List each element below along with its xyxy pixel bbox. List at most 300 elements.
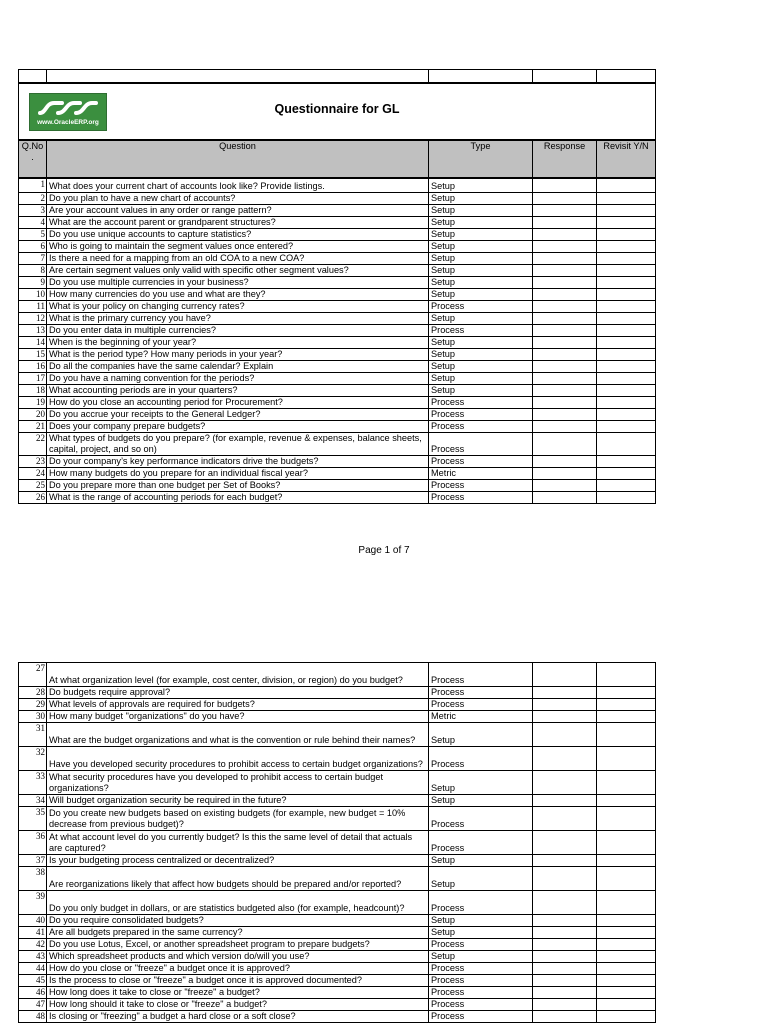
question-rows-page1 xyxy=(19,178,656,503)
question-number: 27 xyxy=(19,663,47,687)
question-text: Do budgets require approval? xyxy=(47,687,429,699)
question-type: Process xyxy=(429,408,533,420)
question-type: Process xyxy=(429,699,533,711)
revisit-cell[interactable] xyxy=(597,288,656,300)
question-number: 39 xyxy=(19,891,47,915)
table-row xyxy=(19,723,656,747)
question-type: Setup xyxy=(429,951,533,963)
question-type: Setup xyxy=(429,723,533,747)
table-row xyxy=(19,216,656,228)
revisit-cell[interactable] xyxy=(597,228,656,240)
response-cell[interactable] xyxy=(533,192,597,204)
question-text: At what account level do you currently budget? Is this the same level of detail that actuals are captured? xyxy=(47,831,429,855)
question-type: Process xyxy=(429,479,533,491)
question-number: 17 xyxy=(19,372,47,384)
question-number: 29 xyxy=(19,699,47,711)
question-number: 40 xyxy=(19,915,47,927)
question-type: Setup xyxy=(429,867,533,891)
question-type: Setup xyxy=(429,336,533,348)
question-type: Setup xyxy=(429,795,533,807)
question-text: What is the range of accounting periods for each budget? xyxy=(47,491,429,503)
header-response: Response xyxy=(533,140,597,178)
table-row xyxy=(19,300,656,312)
table-row xyxy=(19,963,656,975)
question-number: 4 xyxy=(19,216,47,228)
questionnaire-sheet-page2 xyxy=(18,662,656,1023)
table-row xyxy=(19,408,656,420)
cell[interactable] xyxy=(19,70,47,84)
question-text: When is the beginning of your year? xyxy=(47,336,429,348)
table-row xyxy=(19,360,656,372)
revisit-cell[interactable] xyxy=(597,699,656,711)
response-cell[interactable] xyxy=(533,999,597,1011)
revisit-cell[interactable] xyxy=(597,420,656,432)
revisit-cell[interactable] xyxy=(597,975,656,987)
table-row xyxy=(19,711,656,723)
table-row xyxy=(19,855,656,867)
question-number: 44 xyxy=(19,963,47,975)
response-cell[interactable] xyxy=(533,747,597,771)
question-number: 34 xyxy=(19,795,47,807)
revisit-cell[interactable] xyxy=(597,1011,656,1023)
response-cell[interactable] xyxy=(533,711,597,723)
table-row xyxy=(19,384,656,396)
question-type: Setup xyxy=(429,264,533,276)
questionnaire-sheet-page1 xyxy=(18,69,656,504)
question-number: 8 xyxy=(19,264,47,276)
logo-url-text: www.OracleERP.org xyxy=(37,119,99,126)
question-text: What accounting periods are in your quarters? xyxy=(47,384,429,396)
response-cell[interactable] xyxy=(533,384,597,396)
question-type: Process xyxy=(429,687,533,699)
revisit-cell[interactable] xyxy=(597,855,656,867)
table-row xyxy=(19,1011,656,1023)
question-number: 1 xyxy=(19,178,47,192)
question-number: 31 xyxy=(19,723,47,747)
question-text: Do you use multiple currencies in your business? xyxy=(47,276,429,288)
question-type: Process xyxy=(429,831,533,855)
revisit-cell[interactable] xyxy=(597,663,656,687)
question-type: Process xyxy=(429,963,533,975)
header-revisit: Revisit Y/N xyxy=(597,140,656,178)
response-cell[interactable] xyxy=(533,204,597,216)
response-cell[interactable] xyxy=(533,771,597,795)
response-cell[interactable] xyxy=(533,491,597,503)
response-cell[interactable] xyxy=(533,324,597,336)
table-row xyxy=(19,204,656,216)
response-cell[interactable] xyxy=(533,795,597,807)
response-cell[interactable] xyxy=(533,276,597,288)
revisit-cell[interactable] xyxy=(597,312,656,324)
question-text: What are the budget organizations and what is the convention or rule behind their names? xyxy=(47,723,429,747)
question-number: 24 xyxy=(19,467,47,479)
question-number: 20 xyxy=(19,408,47,420)
cell[interactable] xyxy=(429,70,533,84)
question-text: What are the account parent or grandparent structures? xyxy=(47,216,429,228)
table-row xyxy=(19,927,656,939)
question-number: 2 xyxy=(19,192,47,204)
page-number: Page 1 of 7 xyxy=(358,545,410,556)
response-cell[interactable] xyxy=(533,915,597,927)
question-type: Setup xyxy=(429,927,533,939)
revisit-cell[interactable] xyxy=(597,384,656,396)
revisit-cell[interactable] xyxy=(597,939,656,951)
cell[interactable] xyxy=(47,70,429,84)
table-row xyxy=(19,915,656,927)
revisit-cell[interactable] xyxy=(597,491,656,503)
question-type: Setup xyxy=(429,204,533,216)
table-row xyxy=(19,663,656,687)
question-text: Will budget organization security be required in the future? xyxy=(47,795,429,807)
page-title: Questionnaire for GL xyxy=(274,102,400,116)
table-row xyxy=(19,420,656,432)
response-cell[interactable] xyxy=(533,216,597,228)
question-type: Metric xyxy=(429,467,533,479)
question-type: Process xyxy=(429,891,533,915)
question-text: What levels of approvals are required for budgets? xyxy=(47,699,429,711)
response-cell[interactable] xyxy=(533,228,597,240)
header-question: Question xyxy=(47,140,429,178)
response-cell[interactable] xyxy=(533,178,597,192)
revisit-cell[interactable] xyxy=(597,891,656,915)
question-type: Setup xyxy=(429,915,533,927)
question-type: Metric xyxy=(429,711,533,723)
question-text: How many budgets do you prepare for an individual fiscal year? xyxy=(47,467,429,479)
response-cell[interactable] xyxy=(533,479,597,491)
response-cell[interactable] xyxy=(533,1011,597,1023)
response-cell[interactable] xyxy=(533,807,597,831)
question-text: Who is going to maintain the segment values once entered? xyxy=(47,240,429,252)
question-type: Setup xyxy=(429,360,533,372)
response-cell[interactable] xyxy=(533,264,597,276)
question-number: 35 xyxy=(19,807,47,831)
question-text: Is closing or "freezing" a budget a hard close or a soft close? xyxy=(47,1011,429,1023)
title-row xyxy=(19,83,656,140)
revisit-cell[interactable] xyxy=(597,396,656,408)
table-row xyxy=(19,747,656,771)
table-row xyxy=(19,324,656,336)
revisit-cell[interactable] xyxy=(597,723,656,747)
response-cell[interactable] xyxy=(533,687,597,699)
question-number: 36 xyxy=(19,831,47,855)
table-row xyxy=(19,276,656,288)
question-type: Process xyxy=(429,396,533,408)
header-qno: Q.No . xyxy=(19,140,47,178)
question-type: Setup xyxy=(429,771,533,795)
response-cell[interactable] xyxy=(533,348,597,360)
revisit-cell[interactable] xyxy=(597,747,656,771)
question-type: Setup xyxy=(429,228,533,240)
question-number: 37 xyxy=(19,855,47,867)
question-text: Do you accrue your receipts to the General Ledger? xyxy=(47,408,429,420)
question-text: What does your current chart of accounts look like? Provide listings. xyxy=(47,178,429,192)
response-cell[interactable] xyxy=(533,372,597,384)
question-text: Do you have a naming convention for the periods? xyxy=(47,372,429,384)
question-text: How long should it take to close or "freeze" a budget? xyxy=(47,999,429,1011)
question-text: How many budget "organizations" do you have? xyxy=(47,711,429,723)
question-text: At what organization level (for example, cost center, division, or region) do you budget? xyxy=(47,663,429,687)
header-row xyxy=(19,140,656,178)
table-row xyxy=(19,939,656,951)
question-text: Do you require consolidated budgets? xyxy=(47,915,429,927)
revisit-cell[interactable] xyxy=(597,479,656,491)
question-text: Do you enter data in multiple currencies? xyxy=(47,324,429,336)
question-type: Process xyxy=(429,807,533,831)
response-cell[interactable] xyxy=(533,396,597,408)
table-row xyxy=(19,467,656,479)
revisit-cell[interactable] xyxy=(597,831,656,855)
revisit-cell[interactable] xyxy=(597,432,656,455)
table-row xyxy=(19,687,656,699)
response-cell[interactable] xyxy=(533,360,597,372)
revisit-cell[interactable] xyxy=(597,455,656,467)
question-number: 9 xyxy=(19,276,47,288)
table-row xyxy=(19,831,656,855)
revisit-cell[interactable] xyxy=(597,204,656,216)
response-cell[interactable] xyxy=(533,252,597,264)
question-number: 22 xyxy=(19,432,47,455)
question-text: How long does it take to close or "freeze" a budget? xyxy=(47,987,429,999)
question-number: 23 xyxy=(19,455,47,467)
question-text: Do you only budget in dollars, or are statistics budgeted also (for example, headcount)? xyxy=(47,891,429,915)
table-row xyxy=(19,178,656,192)
revisit-cell[interactable] xyxy=(597,687,656,699)
revisit-cell[interactable] xyxy=(597,360,656,372)
question-number: 33 xyxy=(19,771,47,795)
question-type: Process xyxy=(429,1011,533,1023)
question-type: Setup xyxy=(429,855,533,867)
revisit-cell[interactable] xyxy=(597,927,656,939)
question-text: How many currencies do you use and what are they? xyxy=(47,288,429,300)
cell[interactable] xyxy=(597,70,656,84)
question-type: Setup xyxy=(429,240,533,252)
question-text: What security procedures have you developed to prohibit access to certain budget organizations? xyxy=(47,771,429,795)
revisit-cell[interactable] xyxy=(597,963,656,975)
question-number: 48 xyxy=(19,1011,47,1023)
revisit-cell[interactable] xyxy=(597,178,656,192)
response-cell[interactable] xyxy=(533,336,597,348)
question-type: Setup xyxy=(429,384,533,396)
response-cell[interactable] xyxy=(533,927,597,939)
response-cell[interactable] xyxy=(533,831,597,855)
question-type: Setup xyxy=(429,372,533,384)
question-text: Do you plan to have a new chart of accounts? xyxy=(47,192,429,204)
question-number: 43 xyxy=(19,951,47,963)
revisit-cell[interactable] xyxy=(597,867,656,891)
question-type: Process xyxy=(429,455,533,467)
question-type: Process xyxy=(429,491,533,503)
question-text: What types of budgets do you prepare? (for example, revenue & expenses, balance sheets, capital, project, and so on) xyxy=(47,432,429,455)
table-row xyxy=(19,807,656,831)
table-row xyxy=(19,432,656,455)
title-cell xyxy=(19,83,656,140)
question-number: 7 xyxy=(19,252,47,264)
revisit-cell[interactable] xyxy=(597,324,656,336)
question-text: Does your company prepare budgets? xyxy=(47,420,429,432)
table-row xyxy=(19,252,656,264)
question-text: Is there a need for a mapping from an old COA to a new COA? xyxy=(47,252,429,264)
question-type: Process xyxy=(429,987,533,999)
question-text: What is your policy on changing currency rates? xyxy=(47,300,429,312)
revisit-cell[interactable] xyxy=(597,408,656,420)
question-text: What is the primary currency you have? xyxy=(47,312,429,324)
revisit-cell[interactable] xyxy=(597,276,656,288)
revisit-cell[interactable] xyxy=(597,951,656,963)
revisit-cell[interactable] xyxy=(597,372,656,384)
spacer-row xyxy=(19,70,656,84)
table-row xyxy=(19,228,656,240)
question-type: Setup xyxy=(429,348,533,360)
question-type: Process xyxy=(429,999,533,1011)
table-row xyxy=(19,455,656,467)
table-row xyxy=(19,987,656,999)
response-cell[interactable] xyxy=(533,951,597,963)
revisit-cell[interactable] xyxy=(597,240,656,252)
question-text: How do you close an accounting period for Procurement? xyxy=(47,396,429,408)
question-type: Process xyxy=(429,324,533,336)
response-cell[interactable] xyxy=(533,300,597,312)
response-cell[interactable] xyxy=(533,288,597,300)
cell[interactable] xyxy=(533,70,597,84)
question-type: Process xyxy=(429,939,533,951)
response-cell[interactable] xyxy=(533,699,597,711)
question-number: 10 xyxy=(19,288,47,300)
table-row xyxy=(19,867,656,891)
question-text: Are all budgets prepared in the same currency? xyxy=(47,927,429,939)
question-type: Setup xyxy=(429,288,533,300)
question-number: 45 xyxy=(19,975,47,987)
question-number: 41 xyxy=(19,927,47,939)
question-type: Setup xyxy=(429,252,533,264)
question-text: Are certain segment values only valid with specific other segment values? xyxy=(47,264,429,276)
revisit-cell[interactable] xyxy=(597,987,656,999)
table-row xyxy=(19,795,656,807)
response-cell[interactable] xyxy=(533,939,597,951)
revisit-cell[interactable] xyxy=(597,771,656,795)
question-number: 16 xyxy=(19,360,47,372)
question-number: 18 xyxy=(19,384,47,396)
question-number: 46 xyxy=(19,987,47,999)
question-text: Do you use Lotus, Excel, or another spreadsheet program to prepare budgets? xyxy=(47,939,429,951)
response-cell[interactable] xyxy=(533,855,597,867)
table-row xyxy=(19,288,656,300)
question-number: 15 xyxy=(19,348,47,360)
question-number: 38 xyxy=(19,867,47,891)
question-text: Are your account values in any order or range pattern? xyxy=(47,204,429,216)
header-type: Type xyxy=(429,140,533,178)
question-number: 28 xyxy=(19,687,47,699)
question-type: Process xyxy=(429,747,533,771)
question-type: Process xyxy=(429,300,533,312)
revisit-cell[interactable] xyxy=(597,264,656,276)
question-number: 5 xyxy=(19,228,47,240)
question-number: 21 xyxy=(19,420,47,432)
response-cell[interactable] xyxy=(533,432,597,455)
revisit-cell[interactable] xyxy=(597,216,656,228)
response-cell[interactable] xyxy=(533,975,597,987)
response-cell[interactable] xyxy=(533,455,597,467)
revisit-cell[interactable] xyxy=(597,336,656,348)
table-row xyxy=(19,975,656,987)
question-text: Do you prepare more than one budget per Set of Books? xyxy=(47,479,429,491)
table-row xyxy=(19,951,656,963)
revisit-cell[interactable] xyxy=(597,711,656,723)
question-text: Do your company’s key performance indicators drive the budgets? xyxy=(47,455,429,467)
response-cell[interactable] xyxy=(533,987,597,999)
question-rows-page2 xyxy=(19,663,656,1023)
table-row xyxy=(19,491,656,503)
question-text: Is your budgeting process centralized or decentralized? xyxy=(47,855,429,867)
question-type: Process xyxy=(429,420,533,432)
revisit-cell[interactable] xyxy=(597,192,656,204)
response-cell[interactable] xyxy=(533,240,597,252)
table-row xyxy=(19,396,656,408)
question-number: 26 xyxy=(19,491,47,503)
response-cell[interactable] xyxy=(533,723,597,747)
question-type: Process xyxy=(429,975,533,987)
table-row xyxy=(19,372,656,384)
revisit-cell[interactable] xyxy=(597,300,656,312)
question-type: Setup xyxy=(429,192,533,204)
table-row xyxy=(19,264,656,276)
response-cell[interactable] xyxy=(533,963,597,975)
revisit-cell[interactable] xyxy=(597,348,656,360)
question-text: Do you create new budgets based on existing budgets (for example, new budget = 10% decrease from previous budget)? xyxy=(47,807,429,831)
revisit-cell[interactable] xyxy=(597,467,656,479)
question-number: 13 xyxy=(19,324,47,336)
table-row xyxy=(19,240,656,252)
response-cell[interactable] xyxy=(533,408,597,420)
question-number: 3 xyxy=(19,204,47,216)
question-number: 42 xyxy=(19,939,47,951)
question-number: 19 xyxy=(19,396,47,408)
question-number: 32 xyxy=(19,747,47,771)
revisit-cell[interactable] xyxy=(597,999,656,1011)
question-number: 11 xyxy=(19,300,47,312)
table-row xyxy=(19,336,656,348)
question-number: 47 xyxy=(19,999,47,1011)
table-row xyxy=(19,479,656,491)
question-number: 30 xyxy=(19,711,47,723)
response-cell[interactable] xyxy=(533,312,597,324)
response-cell[interactable] xyxy=(533,891,597,915)
question-type: Setup xyxy=(429,312,533,324)
question-type: Setup xyxy=(429,216,533,228)
question-type: Process xyxy=(429,663,533,687)
response-cell[interactable] xyxy=(533,467,597,479)
table-row xyxy=(19,699,656,711)
revisit-cell[interactable] xyxy=(597,807,656,831)
response-cell[interactable] xyxy=(533,420,597,432)
table-row xyxy=(19,891,656,915)
response-cell[interactable] xyxy=(533,663,597,687)
revisit-cell[interactable] xyxy=(597,252,656,264)
table-row xyxy=(19,312,656,324)
table-row xyxy=(19,771,656,795)
question-text: Is the process to close or "freeze" a budget once it is approved documented? xyxy=(47,975,429,987)
question-type: Process xyxy=(429,432,533,455)
question-number: 12 xyxy=(19,312,47,324)
question-text: Do all the companies have the same calendar? Explain xyxy=(47,360,429,372)
response-cell[interactable] xyxy=(533,867,597,891)
question-type: Setup xyxy=(429,276,533,288)
question-text: How do you close or "freeze" a budget once it is approved? xyxy=(47,963,429,975)
question-text: Are reorganizations likely that affect how budgets should be prepared and/or reported? xyxy=(47,867,429,891)
revisit-cell[interactable] xyxy=(597,915,656,927)
question-number: 14 xyxy=(19,336,47,348)
question-text: What is the period type? How many periods in your year? xyxy=(47,348,429,360)
revisit-cell[interactable] xyxy=(597,795,656,807)
